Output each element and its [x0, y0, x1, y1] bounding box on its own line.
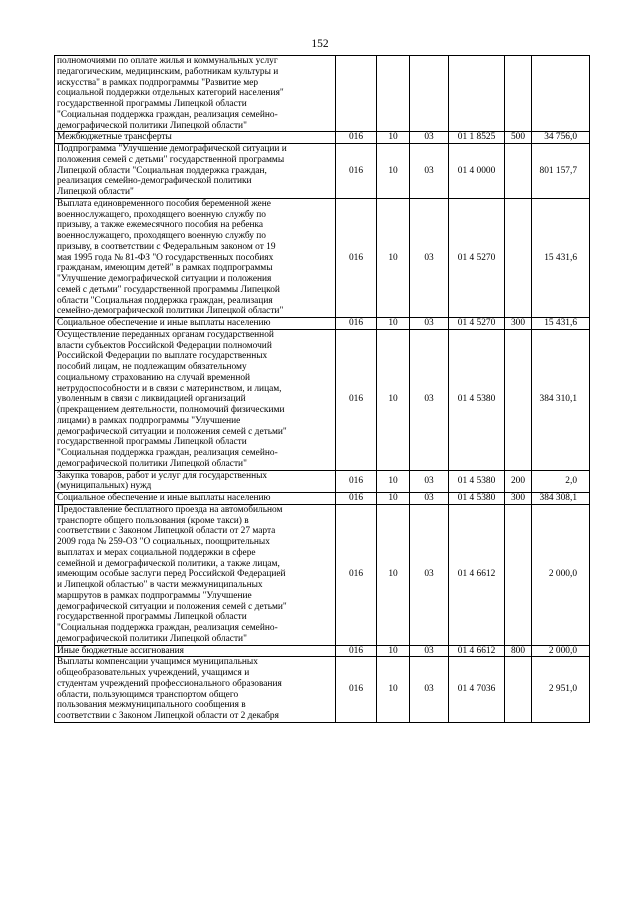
row-description	[55, 493, 336, 505]
subsection-code: 03	[410, 144, 449, 199]
section-code: 10	[377, 470, 410, 493]
description-line: соответствии с Законом Липецкой области от 2 декабря	[57, 711, 279, 721]
description-line: "Социальная поддержка граждан, реализация семейно-	[57, 623, 278, 633]
section-code: 10	[377, 329, 410, 470]
section-code: 10	[377, 132, 410, 144]
description-line: области "Социальная поддержка граждан, реализация	[57, 295, 273, 306]
row-description	[55, 56, 336, 132]
description-line: педагогическим, медицинским, работникам культуры и	[57, 66, 279, 77]
description-line: (муниципальных) нужд	[57, 481, 152, 492]
description-line: пользования межмуниципального сообщения в	[57, 700, 246, 711]
row-description	[55, 657, 336, 723]
description-line: мая 1995 года № 81-ФЗ "О государственных пособиях	[57, 252, 274, 263]
amount-value: 15 431,6	[532, 198, 590, 317]
description-line: демографической ситуации и положения семей с детьми"	[57, 601, 287, 612]
subsection-code	[410, 56, 449, 132]
target-article-code: 01 4 5380	[449, 493, 505, 505]
description-line: искусства" в рамках подпрограммы "Развитие мер	[57, 77, 259, 88]
subsection-code: 03	[410, 329, 449, 470]
amount-value: 384 310,1	[532, 329, 590, 470]
subsection-code: 03	[410, 645, 449, 657]
description-line: "Улучшение демографической ситуации и положения	[57, 274, 272, 284]
amount-value: 15 431,6	[532, 318, 590, 330]
description-line: лицами) в рамках подпрограммы "Улучшение	[57, 415, 241, 426]
description-line: государственной программы Липецкой области	[57, 99, 247, 109]
budget-table-body	[55, 56, 590, 723]
description-line: 2009 года № 259-ОЗ "О социальных, поощрительных	[57, 537, 270, 547]
description-line: военнослужащего, проходящего военную службу по	[57, 231, 266, 241]
description-line: призыву, а также ежемесячного пособия на ребенка	[57, 220, 264, 231]
description-line: области, пользующимся транспортом общего	[57, 689, 239, 700]
row-description	[55, 470, 336, 493]
description-line: демографической ситуации и положения семей с детьми"	[57, 426, 287, 437]
table-row	[55, 132, 590, 144]
description-line: (прекращением деятельности, полномочий физическими	[57, 405, 285, 415]
expense-type-code	[505, 657, 532, 723]
row-description	[55, 132, 336, 144]
expense-type-code: 500	[505, 132, 532, 144]
target-article-code: 01 4 7036	[449, 657, 505, 723]
description-line: государственной программы Липецкой области	[57, 437, 247, 448]
expense-type-code: 300	[505, 493, 532, 505]
description-line: семейной и демографической политики, а также лицам,	[57, 558, 280, 569]
subsection-code: 03	[410, 657, 449, 723]
subsection-code: 03	[410, 318, 449, 330]
page-number: 152	[311, 38, 329, 50]
description-line: Предоставление бесплатного проезда на автомобильном	[57, 504, 283, 515]
ministry-code: 016	[336, 657, 377, 723]
target-article-code: 01 4 6612	[449, 645, 505, 657]
description-line: демографической политики Липецкой области"	[57, 120, 247, 131]
target-article-code	[449, 56, 505, 132]
expense-type-code	[505, 504, 532, 645]
description-line: транспорте общего пользования (кроме такси) в	[57, 515, 249, 526]
description-line: положения семей с детьми" государственной программы	[57, 154, 285, 165]
description-line: Липецкой области"	[57, 187, 134, 197]
table-row	[55, 493, 590, 505]
description-line: пособий лицам, не подлежащим обязательному	[57, 362, 247, 372]
expense-type-code	[505, 144, 532, 199]
description-line: социальной поддержки отдельных категорий населения"	[57, 88, 284, 99]
description-line: "Социальная поддержка граждан, реализация семейно-	[57, 448, 278, 458]
description-line: семейно-демографической политики Липецкой области"	[57, 306, 284, 317]
description-line: Российской Федерации по выплате государственных	[57, 351, 268, 362]
description-line: Межбюджетные трансферты	[57, 132, 172, 143]
description-line: общеобразовательных учреждений, учащимся и	[57, 668, 250, 678]
expense-type-code: 200	[505, 470, 532, 493]
section-code	[377, 56, 410, 132]
expense-type-code	[505, 329, 532, 470]
amount-value: 384 308,1	[532, 493, 590, 505]
table-row	[55, 504, 590, 645]
target-article-code: 01 4 5270	[449, 198, 505, 317]
ministry-code: 016	[336, 198, 377, 317]
description-line: Социальное обеспечение и иные выплаты населению	[57, 493, 271, 503]
subsection-code: 03	[410, 198, 449, 317]
description-line: Выплата единовременного пособия беременной жене	[57, 198, 271, 209]
description-line: Подпрограмма "Улучшение демографической ситуации и	[57, 144, 287, 154]
row-description	[55, 198, 336, 317]
section-code: 10	[377, 198, 410, 317]
description-line: гражданам, имеющим детей" в рамках подпрограммы	[57, 263, 273, 274]
description-line: Осуществление переданных органам государственной	[57, 329, 274, 340]
description-line: Закупка товаров, работ и услуг для государственных	[57, 470, 268, 481]
description-line: семей с детьми" государственной программы Липецкой	[57, 284, 280, 295]
table-row	[55, 470, 590, 493]
amount-value: 2 000,0	[532, 504, 590, 645]
description-line: уволенным в связи с ликвидацией организаций	[57, 394, 246, 405]
section-code: 10	[377, 318, 410, 330]
ministry-code: 016	[336, 493, 377, 505]
target-article-code: 01 4 6612	[449, 504, 505, 645]
ministry-code	[336, 56, 377, 132]
target-article-code: 01 4 5380	[449, 329, 505, 470]
expense-type-code	[505, 56, 532, 132]
table-row	[55, 318, 590, 330]
description-line: Липецкой области "Социальная поддержка граждан,	[57, 165, 267, 176]
description-line: "Социальная поддержка граждан, реализация семейно-	[57, 109, 278, 120]
description-line: соответствии с Законом Липецкой области от 27 марта	[57, 526, 276, 537]
target-article-code: 01 4 5380	[449, 470, 505, 493]
ministry-code: 016	[336, 645, 377, 657]
expense-type-code: 300	[505, 318, 532, 330]
amount-value: 2,0	[532, 470, 590, 493]
section-code: 10	[377, 657, 410, 723]
subsection-code: 03	[410, 470, 449, 493]
description-line: государственной программы Липецкой области	[57, 612, 247, 623]
subsection-code: 03	[410, 493, 449, 505]
amount-value	[532, 56, 590, 132]
expense-type-code	[505, 198, 532, 317]
table-row	[55, 329, 590, 470]
target-article-code: 01 4 0000	[449, 144, 505, 199]
ministry-code: 016	[336, 144, 377, 199]
ministry-code: 016	[336, 504, 377, 645]
ministry-code: 016	[336, 318, 377, 330]
description-line: Выплаты компенсации учащимся муниципальных	[57, 657, 258, 668]
table-row	[55, 144, 590, 199]
row-description	[55, 144, 336, 199]
description-line: маршрутов в рамках подпрограммы "Улучшение	[57, 590, 252, 601]
expense-type-code: 800	[505, 645, 532, 657]
description-line: Социальное обеспечение и иные выплаты населению	[57, 318, 271, 328]
target-article-code: 01 4 5270	[449, 318, 505, 330]
table-row	[55, 56, 590, 132]
description-line: демографической политики Липецкой области"	[57, 458, 247, 469]
ministry-code: 016	[336, 132, 377, 144]
ministry-code: 016	[336, 470, 377, 493]
amount-value: 34 756,0	[532, 132, 590, 144]
row-description	[55, 504, 336, 645]
description-line: социальному страхованию на случай временной	[57, 372, 251, 383]
description-line: имеющим особые заслуги перед Российской Федерацией	[57, 569, 286, 580]
description-line: власти субъектов Российской Федерации полномочий	[57, 340, 272, 351]
description-line: Иные бюджетные ассигнования	[57, 645, 184, 656]
description-line: демографической политики Липецкой области"	[57, 633, 247, 644]
table-row	[55, 198, 590, 317]
description-line: полномочиями по оплате жилья и коммунальных услуг	[57, 56, 278, 66]
ministry-code: 016	[336, 329, 377, 470]
row-description	[55, 318, 336, 330]
budget-table	[54, 55, 590, 723]
target-article-code: 01 1 8525	[449, 132, 505, 144]
description-line: военнослужащего, проходящего военную службу по	[57, 209, 266, 220]
section-code: 10	[377, 144, 410, 199]
subsection-code: 03	[410, 504, 449, 645]
section-code: 10	[377, 645, 410, 657]
description-line: призыву, в соответствии с Федеральным законом от 19	[57, 241, 276, 252]
description-line: и Липецкой областью" в части межмуниципальных	[57, 580, 263, 590]
row-description	[55, 645, 336, 657]
row-description	[55, 329, 336, 470]
section-code: 10	[377, 504, 410, 645]
subsection-code: 03	[410, 132, 449, 144]
description-line: реализация семейно-демографической политики	[57, 176, 252, 187]
description-line: нетрудоспособности и в связи с материнством, и лицам,	[57, 383, 282, 394]
description-line: студентам учреждений профессионального образования	[57, 678, 282, 689]
amount-value: 2 000,0	[532, 645, 590, 657]
section-code: 10	[377, 493, 410, 505]
table-row	[55, 657, 590, 723]
amount-value: 2 951,0	[532, 657, 590, 723]
description-line: выплатах и мерах социальной поддержки в сфере	[57, 547, 256, 558]
table-row	[55, 645, 590, 657]
amount-value: 801 157,7	[532, 144, 590, 199]
